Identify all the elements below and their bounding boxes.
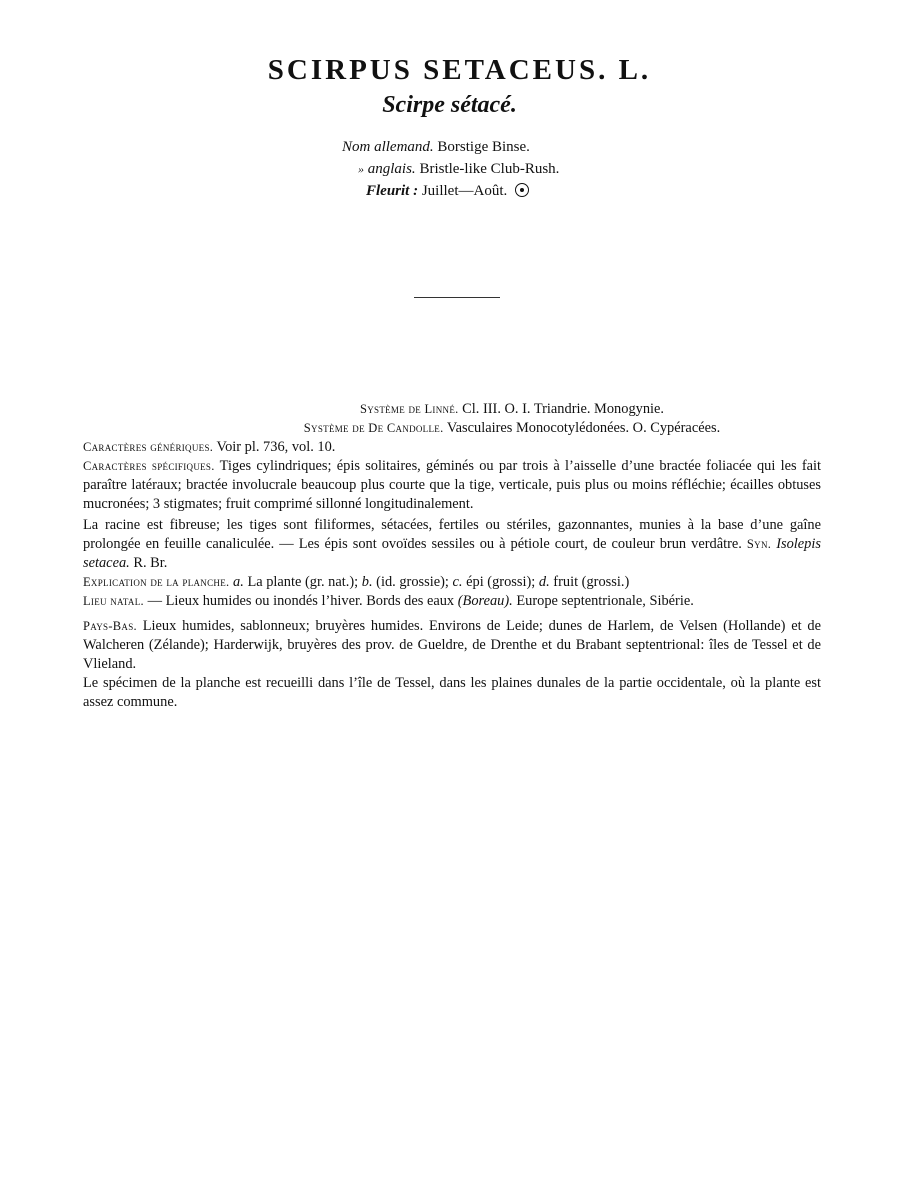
divider [414, 297, 500, 298]
specimen-text: Le spécimen de la planche est recueilli dans l’île de Tessel, dans les plaines dunales de la partie occidentale, où la plante est assez commune. [83, 675, 821, 710]
generic-value: Voir pl. 736, vol. 10. [216, 439, 336, 455]
page-subtitle: Scirpe sétacé. [382, 92, 517, 118]
description-body [83, 400, 821, 712]
habitat-label: Lieu natal. [83, 594, 144, 608]
specific-value: Tiges cylindriques; épis solitaires, géminés ou par trois à l’aisselle d’une bractée foliacée qui les fait paraître latéraux; bractée involucrale beaucoup plus courte que la tige, verticale, puis plus ou moins réfléchie; écailles obtuses mucronées; 3 stigmates; fruit comprimé sillonné longitudinalement. [83, 458, 821, 512]
english-name-row [342, 158, 559, 180]
common-names [342, 136, 559, 202]
description-text: La racine est fibreuse; les tiges sont filiformes, sétacées, fertiles ou stériles, gazonnantes, munies à la base d’une gaîne prolongée en feuille canaliculée. — Les épis sont ovoïdes sessiles ou à pétiole court, de couleur brun verdâtre. [83, 517, 821, 552]
native-habitat [83, 592, 821, 611]
figure-a-letter: a. [233, 574, 244, 590]
generic-characters [83, 438, 821, 457]
figure-c-text: épi (grossi); [466, 574, 536, 590]
plate-explanation [83, 573, 821, 592]
ditto-mark: » [358, 162, 364, 176]
flowering-label: Fleurit : [366, 183, 419, 199]
synonym-name: Isolepis setacea. [83, 536, 821, 571]
german-name: Borstige Binse. [437, 139, 530, 155]
netherlands-distribution [83, 617, 821, 674]
figure-a-text: La plante (gr. nat.); [247, 574, 359, 590]
decandolle-line [83, 419, 821, 438]
figure-c-letter: c. [452, 574, 463, 590]
figure-b-letter: b. [361, 574, 373, 590]
netherlands-label: Pays-Bas. [83, 619, 137, 633]
synonym-label: Syn. [746, 537, 772, 551]
explanation-label: Explication de la planche. [83, 575, 230, 589]
english-name: Bristle-like Club-Rush. [419, 161, 560, 177]
english-label: anglais. [367, 161, 416, 177]
annual-symbol-icon [515, 183, 529, 197]
page-title: SCIRPUS SETACEUS. L. [267, 54, 652, 86]
netherlands-text: Lieux humides, sablonneux; bruyères humides. Environs de Leide; dunes de Harlem, de Velsen (Hollande) et de Walcheren (Zélande); Harderwijk, bruyères des prov. de Gueldre, de Drenthe et du Brabant septentrional: îles de Tessel et de Vlieland. [83, 618, 821, 672]
habitat-author: (Boreau). [457, 593, 513, 609]
linne-label: Système de Linné. [359, 402, 459, 416]
description-paragraph [83, 516, 821, 573]
decandolle-value: Vasculaires Monocotylédonées. O. Cypéracées. [446, 420, 721, 436]
german-label: Nom allemand. [342, 139, 434, 155]
figure-d-letter: d. [538, 574, 550, 590]
habitat-range: Europe septentrionale, Sibérie. [516, 593, 694, 609]
german-name-row [342, 136, 559, 158]
flowering-period: Juillet—Août. [421, 183, 508, 199]
flowering-row [342, 180, 559, 202]
linne-value: Cl. III. O. I. Triandrie. Monogynie. [462, 401, 665, 417]
specific-characters [83, 457, 821, 514]
specific-label: Caractères spécifiques. [83, 459, 215, 473]
generic-label: Caractères génériques. [83, 440, 214, 454]
habitat-text: — Lieux humides ou inondés l’hiver. Bords des eaux [147, 593, 455, 609]
figure-b-text: (id. grossie); [376, 574, 449, 590]
figure-d-text: fruit (grossi.) [553, 574, 630, 590]
linne-line [83, 400, 821, 419]
decandolle-label: Système de De Candolle. [303, 421, 444, 435]
synonym-author: R. Br. [133, 555, 168, 571]
specimen-note [83, 674, 821, 712]
